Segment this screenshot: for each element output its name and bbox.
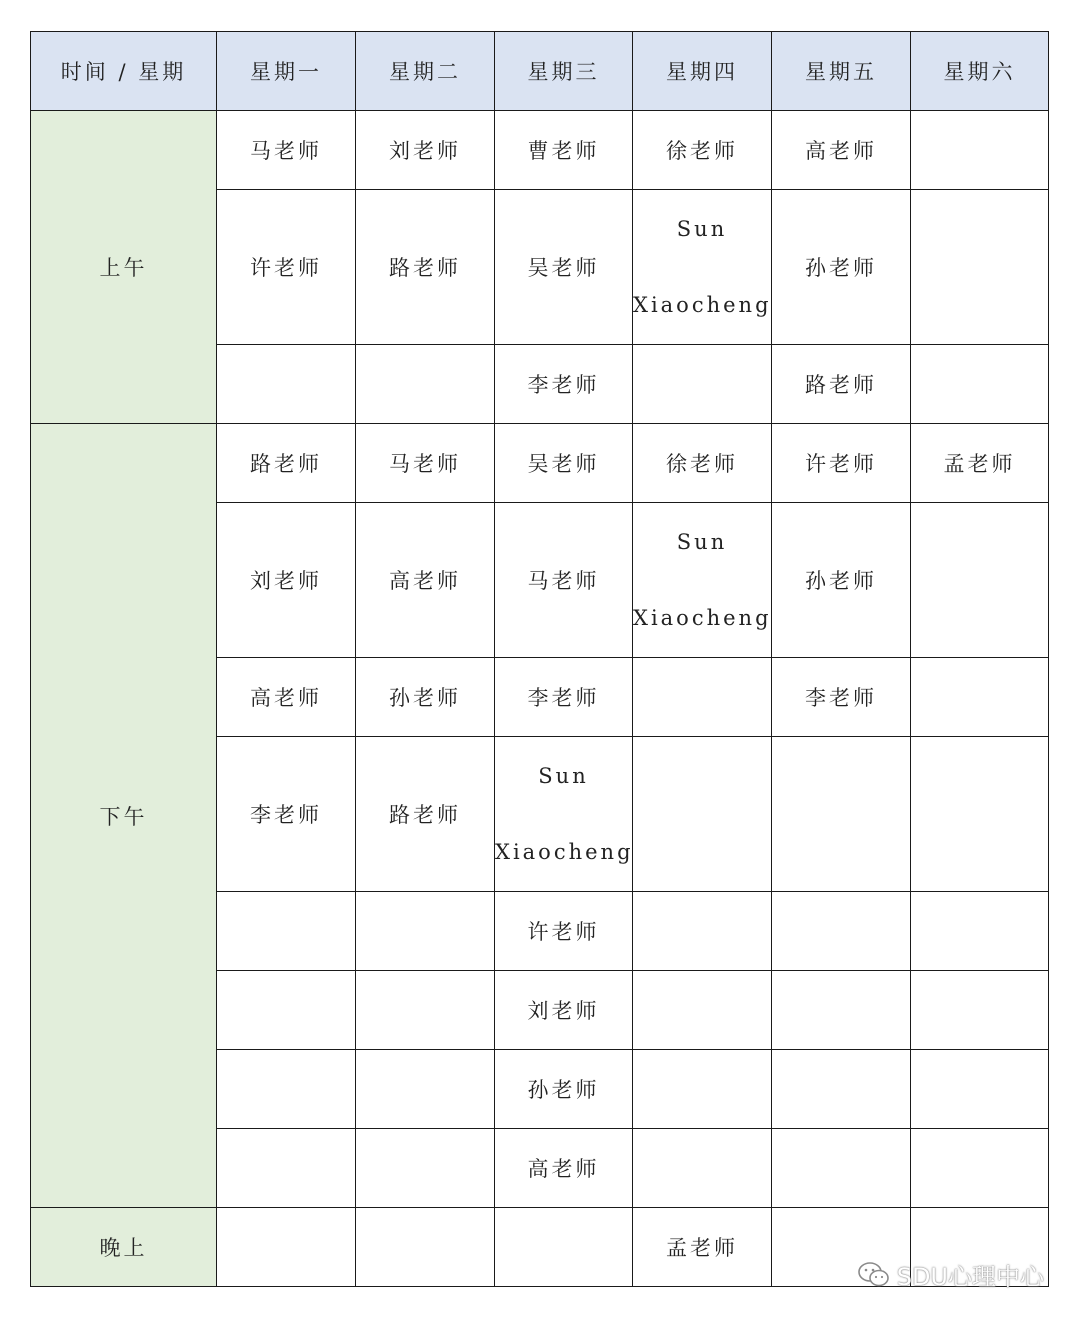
header-monday: 星期一 [217, 32, 356, 111]
cell: 许老师 [495, 892, 633, 971]
cell [356, 1129, 495, 1208]
header-friday: 星期五 [772, 32, 911, 111]
cell: 李老师 [772, 658, 911, 737]
cell [633, 345, 772, 424]
cell [911, 1050, 1049, 1129]
header-wednesday: 星期三 [495, 32, 633, 111]
cell: 高老师 [495, 1129, 633, 1208]
cell [911, 190, 1049, 345]
cell: 李老师 [495, 345, 633, 424]
cell: 曹老师 [495, 111, 633, 190]
cell: 刘老师 [217, 503, 356, 658]
cell [356, 1050, 495, 1129]
cell [911, 345, 1049, 424]
cell: 孙老师 [772, 503, 911, 658]
cell [217, 1050, 356, 1129]
cell: 高老师 [217, 658, 356, 737]
cell [772, 971, 911, 1050]
schedule-table [30, 31, 1049, 1287]
header-row [31, 32, 1049, 111]
cell: 徐老师 [633, 111, 772, 190]
cell [772, 1050, 911, 1129]
cell [911, 1129, 1049, 1208]
cell [911, 971, 1049, 1050]
cell: 马老师 [356, 424, 495, 503]
header-time-weekday: 时间 / 星期 [31, 32, 217, 111]
watermark-text: SDU心理中心 [896, 1263, 1044, 1291]
header-saturday: 星期六 [911, 32, 1049, 111]
cell: Sun Xiaocheng [633, 503, 772, 658]
cell: 刘老师 [356, 111, 495, 190]
cell [217, 892, 356, 971]
period-evening: 晚上 [31, 1208, 217, 1287]
cell [356, 345, 495, 424]
cell: 马老师 [217, 111, 356, 190]
cell [495, 1208, 633, 1287]
header-tuesday: 星期二 [356, 32, 495, 111]
cell [217, 1129, 356, 1208]
cell [633, 971, 772, 1050]
cell: 许老师 [772, 424, 911, 503]
cell [633, 737, 772, 892]
cell [772, 1129, 911, 1208]
header-thursday: 星期四 [633, 32, 772, 111]
table-row [31, 424, 1049, 503]
cell: 李老师 [495, 658, 633, 737]
cell [911, 658, 1049, 737]
cell [217, 345, 356, 424]
cell: 高老师 [356, 503, 495, 658]
cell: 徐老师 [633, 424, 772, 503]
table-row [31, 111, 1049, 190]
cell: 孙老师 [495, 1050, 633, 1129]
cell: 路老师 [772, 345, 911, 424]
cell [911, 503, 1049, 658]
cell [633, 1050, 772, 1129]
cell [356, 1208, 495, 1287]
cell [772, 737, 911, 892]
period-afternoon: 下午 [31, 424, 217, 1208]
cell: 孟老师 [633, 1208, 772, 1287]
cell [217, 971, 356, 1050]
cell: 许老师 [217, 190, 356, 345]
cell: Sun Xiaocheng [633, 190, 772, 345]
cell: 马老师 [495, 503, 633, 658]
cell: 吴老师 [495, 190, 633, 345]
cell [356, 892, 495, 971]
cell [633, 1129, 772, 1208]
cell: 孙老师 [772, 190, 911, 345]
cell: 路老师 [356, 737, 495, 892]
period-morning: 上午 [31, 111, 217, 424]
cell: Sun Xiaocheng [495, 737, 633, 892]
cell: 高老师 [772, 111, 911, 190]
cell: 刘老师 [495, 971, 633, 1050]
cell: 孟老师 [911, 424, 1049, 503]
wechat-icon [857, 1261, 891, 1289]
cell [911, 111, 1049, 190]
cell: 孙老师 [356, 658, 495, 737]
cell [356, 971, 495, 1050]
cell [911, 892, 1049, 971]
cell [911, 737, 1049, 892]
cell: 李老师 [217, 737, 356, 892]
cell [633, 892, 772, 971]
watermark [857, 1257, 1044, 1292]
cell [772, 892, 911, 971]
cell: 路老师 [217, 424, 356, 503]
cell [217, 1208, 356, 1287]
cell [633, 658, 772, 737]
cell: 吴老师 [495, 424, 633, 503]
cell: 路老师 [356, 190, 495, 345]
